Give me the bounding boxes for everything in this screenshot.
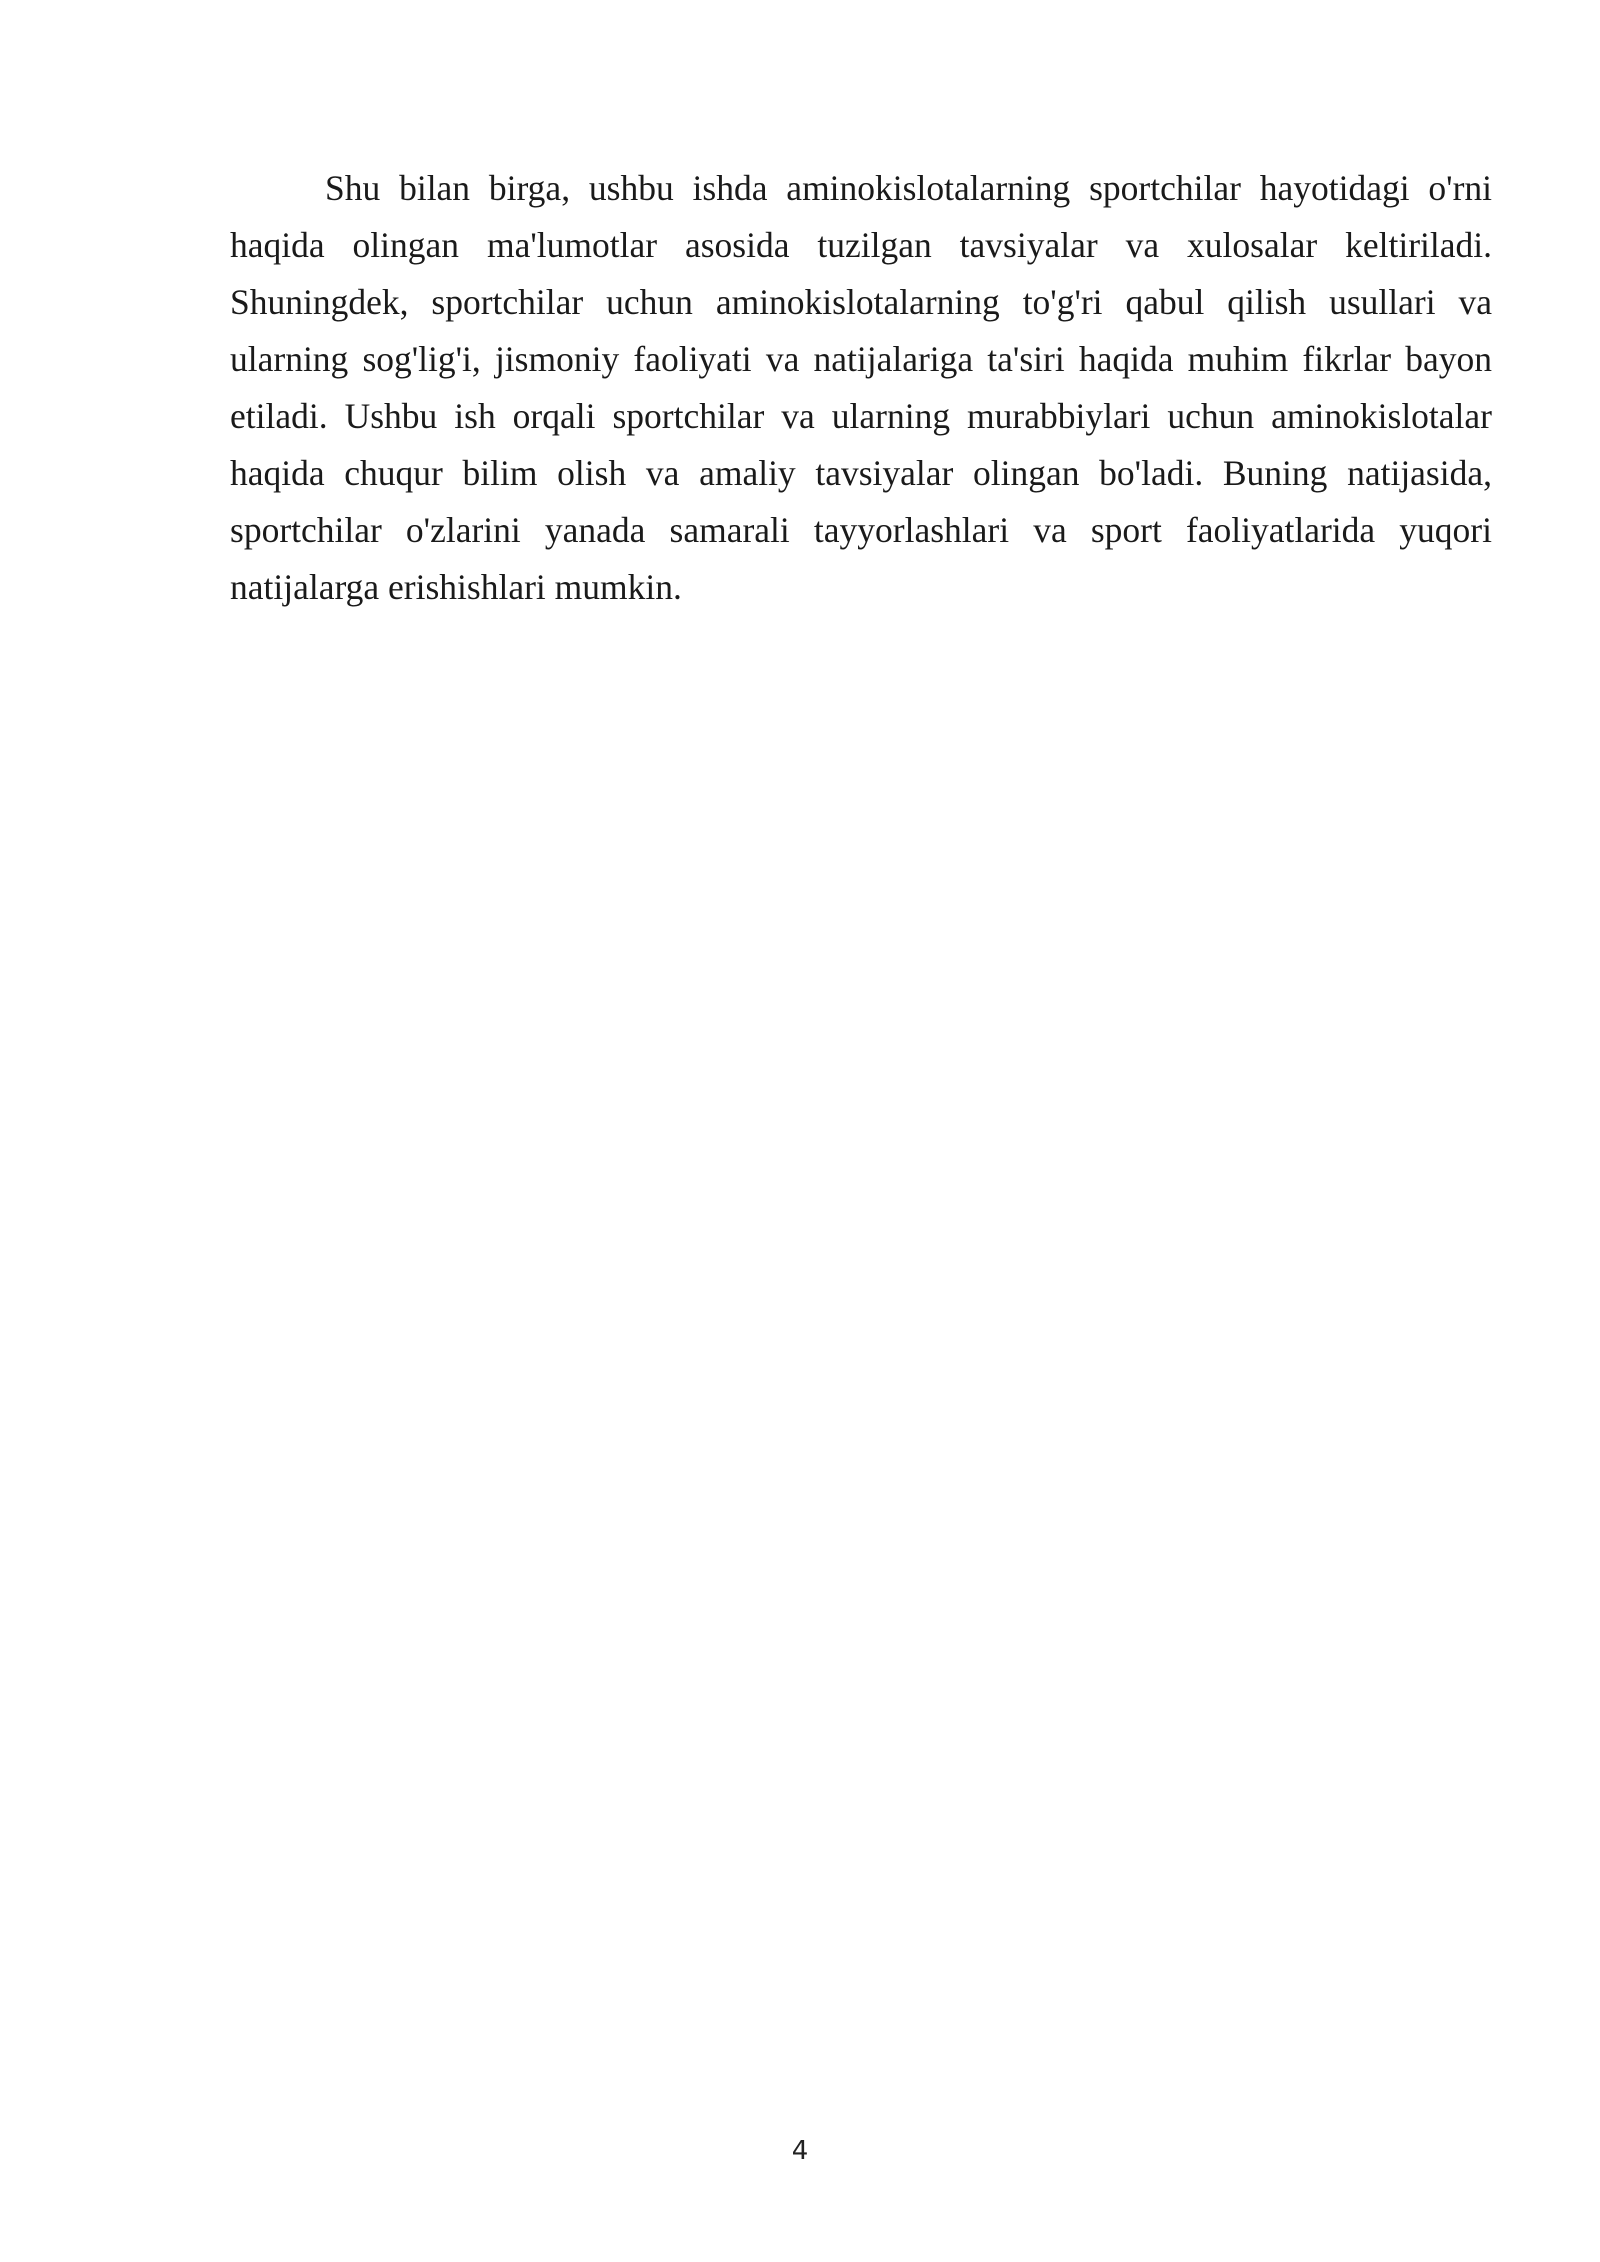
body-paragraph: Shu bilan birga, ushbu ishda aminokislotalarning sportchilar hayotidagi o'rni haqida olingan ma'lumotlar asosida tuzilgan tavsiyalar va xulosalar keltiriladi. Shuningdek, sportchilar uchun aminokislotalarning to'g'ri qabul qilish usullari va ularning sog'lig'i, jismoniy faoliyati va natijalariga ta'siri haqida muhim fikrlar bayon etiladi. Ushbu ish orqali sportchilar va ularning murabbiylari uchun aminokislotalar haqida chuqur bilim olish va amaliy tavsiyalar olingan bo'ladi. Buning natijasida, sportchilar o'zlarini yanada samarali tayyorlashlari va sport faoliyatlarida yuqori natijalarga erishishlari mumkin. (230, 168, 1492, 607)
page-number: 4 (791, 2136, 809, 2166)
